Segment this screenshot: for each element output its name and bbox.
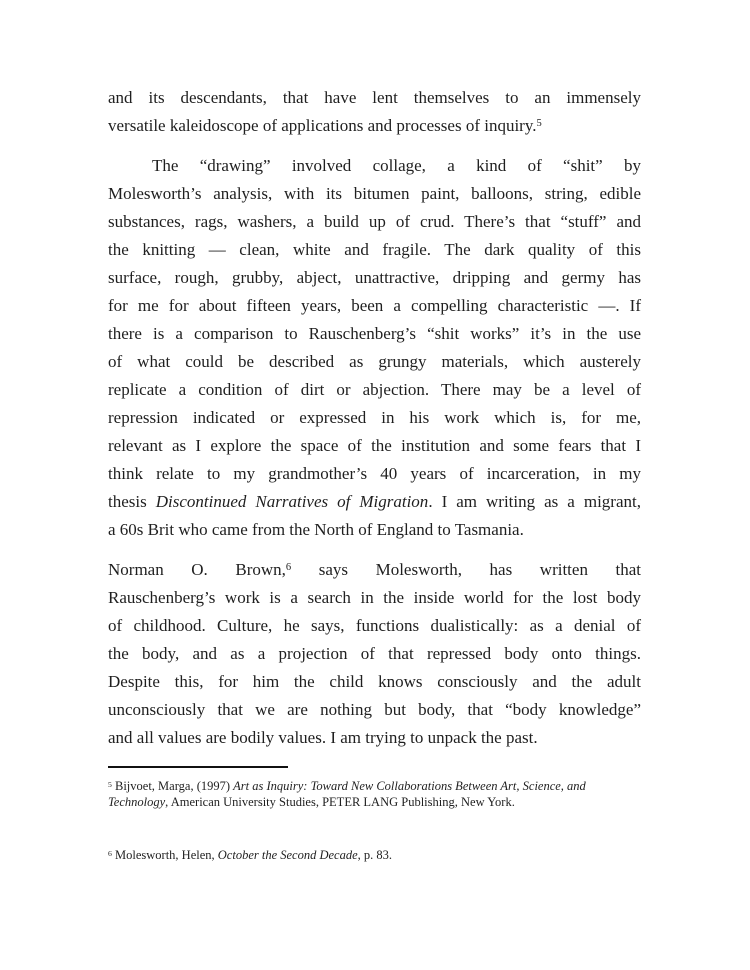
paragraph: [108, 152, 641, 544]
text-line: [108, 84, 641, 112]
text-line: [108, 696, 641, 724]
text-line: [108, 112, 641, 140]
text-segment: The “drawing” involved collage, a kind of “shit” by: [152, 156, 641, 175]
text-segment: substances, rags, washers, a build up of crud. There’s that “stuff” and: [108, 212, 641, 231]
footnote-ref: 5: [536, 118, 542, 130]
text-line: [108, 488, 641, 516]
text-segment: repression indicated or expressed in his work which is, for me,: [108, 408, 641, 427]
text-segment: . I am writing as a migrant,: [428, 492, 641, 511]
text-line: [108, 724, 641, 752]
text-segment: think relate to my grandmother’s 40 years of incarceration, in my: [108, 464, 641, 483]
footnote: [108, 778, 641, 810]
text-segment: Molesworth, Helen,: [111, 848, 218, 862]
text-segment: of childhood. Culture, he says, functions dualistically: as a denial of: [108, 616, 641, 635]
text-line: [108, 516, 641, 544]
text-segment: relevant as I explore the space of the institution and some fears that I: [108, 436, 641, 455]
text-line: [108, 152, 641, 180]
text-line: [108, 668, 641, 696]
text-line: [108, 236, 641, 264]
text-line: [108, 584, 641, 612]
text-segment: thesis: [108, 492, 156, 511]
text-segment: Rauschenberg’s work is a search in the inside world for the lost body: [108, 588, 641, 607]
text-line: [108, 612, 641, 640]
text-line: [108, 640, 641, 668]
text-segment: for me for about fifteen years, been a compelling characteristic —. If: [108, 296, 641, 315]
text-segment: , p. 83.: [357, 848, 393, 862]
text-line: [108, 556, 641, 584]
text-line: [108, 376, 641, 404]
text-segment: and all values are bodily values. I am trying to unpack the past.: [108, 728, 538, 747]
text-line: [108, 404, 641, 432]
text-segment: says Molesworth, has written that: [291, 560, 642, 579]
text-line: [108, 292, 641, 320]
text-line: [108, 208, 641, 236]
text-segment: a 60s Brit who came from the North of England to Tasmania.: [108, 520, 524, 539]
text-line: [108, 432, 641, 460]
text-segment: of what could be described as grungy materials, which austerely: [108, 352, 641, 371]
text-segment: the knitting — clean, white and fragile. The dark quality of this: [108, 240, 641, 259]
italic-text-segment: October the Second Decade: [217, 848, 358, 862]
text-segment: versatile kaleidoscope of applications and processes of inquiry.: [108, 116, 537, 135]
text-segment: Molesworth’s analysis, with its bitumen paint, balloons, string, edible: [108, 184, 641, 203]
footnote-ref: 6: [285, 562, 292, 574]
text-segment: unconsciously that we are nothing but body, that “body knowledge”: [108, 700, 641, 719]
text-segment: replicate a condition of dirt or abjection. There may be a level of: [108, 380, 641, 399]
text-line: [108, 320, 641, 348]
text-segment: Bijvoet, Marga, (1997): [111, 779, 234, 793]
paragraph: [108, 84, 641, 140]
italic-text-segment: Discontinued Narratives of Migration: [155, 492, 429, 511]
text-segment: surface, rough, grubby, abject, unattractive, dripping and germy has: [108, 268, 641, 287]
paragraph: [108, 556, 641, 752]
footnote: [108, 847, 641, 863]
text-line: [108, 180, 641, 208]
text-segment: the body, and as a projection of that repressed body onto things.: [108, 644, 641, 663]
text-line: [108, 460, 641, 488]
footnote-ref: 6: [108, 848, 112, 858]
text-segment: Despite this, for him the child knows consciously and the adult: [108, 672, 641, 691]
text-segment: there is a comparison to Rauschenberg’s “shit works” it’s in the use: [108, 324, 641, 343]
footnote-ref: 5: [108, 779, 112, 789]
text-segment: Norman O. Brown,: [108, 560, 286, 579]
text-line: [108, 348, 641, 376]
footnotes: [108, 778, 641, 863]
footnote-separator: [108, 766, 288, 768]
footnote-area: [108, 766, 641, 863]
paragraphs: [108, 84, 641, 764]
italic-text-segment: Art as Inquiry: Toward New Collaborations Between Art, Science, and Technology: [108, 779, 586, 809]
text-segment: and its descendants, that have lent themselves to an immensely: [108, 88, 641, 107]
text-line: [108, 264, 641, 292]
text-segment: , American University Studies, PETER LANG Publishing, New York.: [165, 795, 515, 809]
